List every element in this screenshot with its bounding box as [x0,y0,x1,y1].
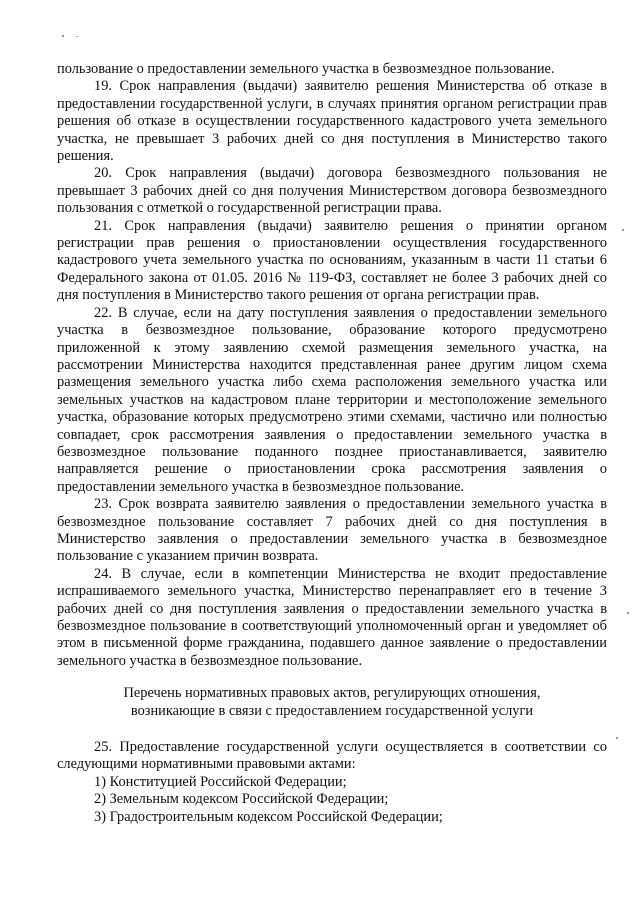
section-heading: Перечень нормативных правовых актов, регулирующих отношения, возникающие в связи с предоставлением государственной услуги [123,685,541,719]
scan-speck [76,36,78,37]
paragraph-22: 22. В случае, если на дату поступления заявления о предоставлении земельного участка в безвозмездное пользование, образование которого предусмотрено приложенной к этому заявлению схемой размещения земельного участка, на рассмотрении Министерства находится представленная ранее другим лицом схема размещения земельного участка либо схема расположения земельного участка или земельных участков на кадастровом плане территории и местоположение земельного участка, образование которых предусмотрено этими схемами, частично или полностью совпадает, срок рассмотрения заявления о предоставлении земельного участка в безвозмездное пользование поданного позднее приостанавливается, заявителю направляется решение о приостановлении срока рассмотрения заявления о предоставлении земельного участка в безвозмездное пользование. [57,304,607,495]
paragraph-20: 20. Срок направления (выдачи) договора безвозмездного пользования не превышает 3 рабочих дней со дня получения Министерством договора безвозмездного пользования с отметкой о государственной регистрации права. [57,165,607,217]
paragraph-21: 21. Срок направления (выдачи) заявителю решения о принятии органом регистрации прав решения о приостановлении осуществления государственного кадастрового учета земельного участка по основаниям, указанным в части 11 статьи 6 Федерального закона от 01.05. 2016 № 119-ФЗ, составляет не более 3 рабочих дней со дня поступления в Министерство такого решения от органа регистрации прав. [57,217,607,304]
scan-speck [62,35,64,37]
list-item-act-1: 1) Конституцией Российской Федерации; [94,773,347,790]
list-item-act-3: 3) Градостроительным кодексом Российской Федерации; [94,808,443,825]
paragraph-19: 19. Срок направления (выдачи) заявителю решения Министерства об отказе в предоставлении государственной услуги, в случаях принятия органом регистрации прав решения об отказе в осуществлении государственного кадастрового учета земельного участка, не превышает 3 рабочих дней со дня поступления в Министерство такого решения. [57,78,607,165]
scan-speck [616,737,618,739]
scan-speck [622,229,624,231]
paragraph-23: 23. Срок возврата заявителю заявления о предоставлении земельного участка в безвозмездное пользование составляет 7 рабочих дней со дня поступления в Министерство заявления о предоставлении земельного участка в безвозмездное пользование с указанием причин возврата. [57,496,607,565]
list-item-act-2: 2) Земельным кодексом Российской Федерации; [94,791,389,808]
paragraph-25: 25. Предоставление государственной услуги осуществляется в соответствии со следующими нормативными правовыми актами: [57,739,607,773]
paragraph-continuation: пользование о предоставлении земельного участка в безвозмездное пользование. [57,61,555,77]
document-body [57,61,607,826]
paragraph-24: 24. В случае, если в компетенции Министерства не входит предоставление испрашиваемого земельного участка, Министерство перенаправляет его в течение 3 рабочих дней со дня поступления заявления о предоставлении земельного участка в безвозмездное пользование в соответствующий уполномоченный орган и уведомляет об этом в письменной форме гражданина, подавшего данное заявление о предоставлении земельного участка в безвозмездное пользование. [57,565,607,669]
scan-speck [627,612,629,614]
